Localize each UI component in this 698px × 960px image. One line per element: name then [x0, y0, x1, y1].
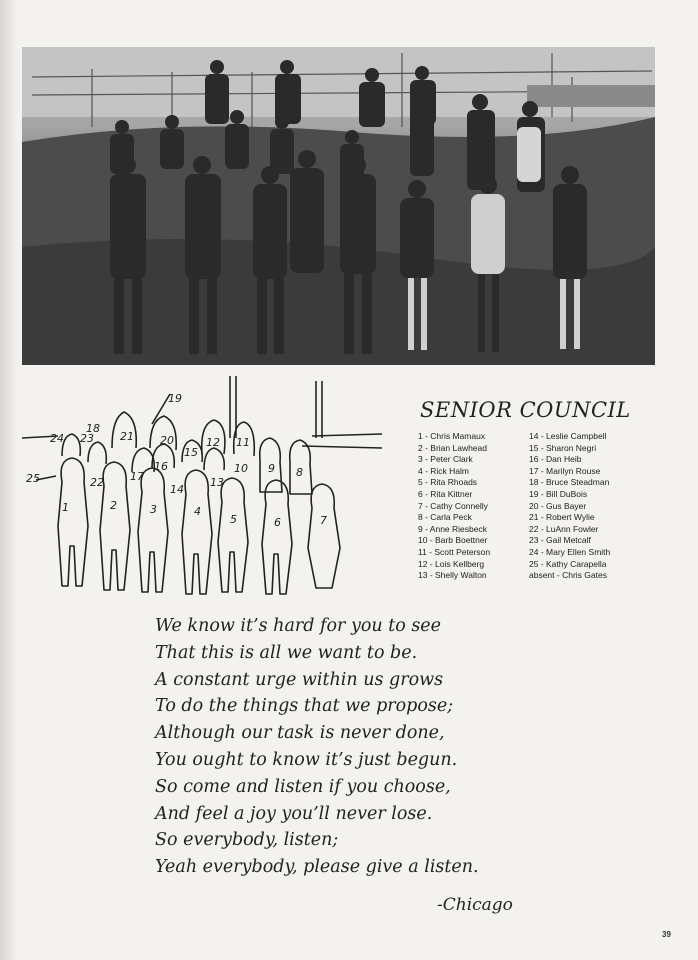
council-title: SENIOR COUNCIL	[420, 398, 631, 422]
diagram-number: 12	[206, 436, 220, 449]
group-photo	[22, 47, 655, 365]
poem-line: You ought to know it’s just begun.	[155, 749, 458, 770]
key-diagram	[22, 376, 390, 598]
poem-line: To do the things that we propose;	[155, 696, 454, 717]
member-entry: 13 - Shelly Walton	[418, 570, 487, 581]
diagram-number: 24	[50, 432, 64, 445]
members-list-right	[529, 431, 610, 582]
diagram-number: 9	[268, 462, 275, 475]
member-entry: 20 - Gus Bayer	[529, 500, 587, 511]
diagram-number: 5	[230, 513, 237, 526]
member-entry: 8 - Carla Peck	[418, 512, 472, 523]
poem-line: So everybody, listen;	[155, 830, 339, 851]
member-entry: 14 - Leslie Campbell	[529, 431, 607, 441]
diagram-number: 8	[296, 466, 303, 479]
member-entry: 17 - Marilyn Rouse	[529, 465, 601, 476]
diagram-number: 13	[210, 476, 224, 489]
diagram-number: 11	[236, 436, 250, 449]
diagram-number: 1	[62, 501, 69, 514]
diagram-number: 15	[184, 446, 198, 459]
poem-line: Yeah everybody, please give a listen.	[155, 857, 479, 878]
member-entry: 5 - Rita Rhoads	[418, 477, 478, 488]
page-number: 39	[662, 930, 671, 939]
member-entry: 24 - Mary Ellen Smith	[529, 546, 611, 557]
diagram-number: 7	[320, 514, 327, 527]
member-entry: 7 - Cathy Connelly	[418, 500, 488, 511]
member-entry: 6 - Rita Kittner	[418, 488, 473, 499]
member-entry: 21 - Robert Wylie	[529, 512, 595, 523]
poem-attribution: -Chicago	[437, 895, 513, 915]
diagram-number: 22	[90, 476, 104, 489]
diagram-number: 14	[170, 483, 184, 496]
diagram-number: 4	[194, 505, 201, 518]
members-list-left	[418, 431, 490, 582]
diagram-number: 10	[234, 462, 248, 475]
diagram-number: 23	[80, 432, 94, 445]
poem-line: So come and listen if you choose,	[155, 776, 451, 797]
diagram-number: 2	[110, 499, 117, 512]
member-entry: 11 - Scott Peterson	[418, 546, 491, 557]
diagram-number: 19	[168, 392, 182, 405]
member-entry: 12 - Lois Kellberg	[418, 558, 485, 569]
poem-line: We know it’s hard for you to see	[155, 616, 442, 636]
poem-line: And feel a joy you’ll never lose.	[155, 803, 433, 824]
member-entry: 1 - Chris Mamaux	[418, 431, 486, 441]
diagram-number: 16	[154, 460, 168, 473]
member-entry: 4 - Rick Halm	[418, 465, 470, 476]
diagram-number: 21	[120, 430, 134, 443]
member-entry: 2 - Brian Lawhead	[418, 442, 487, 453]
member-entry: 25 - Kathy Carapella	[529, 558, 607, 569]
diagram-number: 20	[160, 434, 174, 447]
poem	[155, 613, 479, 881]
diagram-number: 18	[86, 422, 100, 435]
member-entry: 9 - Anne Riesbeck	[418, 523, 487, 534]
diagram-number: 3	[150, 503, 157, 516]
poem-line: A constant urge within us grows	[155, 669, 444, 690]
member-entry: 23 - Gail Metcalf	[529, 535, 591, 546]
member-entry: 19 - Bill DuBois	[529, 488, 588, 499]
member-entry: 3 - Peter Clark	[418, 454, 473, 465]
binding-shadow	[0, 0, 18, 960]
diagram-number: 25	[26, 472, 40, 485]
diagram-number: 6	[274, 516, 281, 529]
member-entry: absent - Chris Gates	[529, 570, 607, 581]
member-entry: 18 - Bruce Steadman	[529, 477, 610, 488]
member-entry: 15 - Sharon Negri	[529, 442, 597, 453]
member-entry: 22 - LuAnn Fowler	[529, 523, 599, 534]
diagram-number: 17	[130, 470, 144, 483]
member-entry: 10 - Barb Boettner	[418, 535, 488, 546]
poem-line: That this is all we want to be.	[155, 642, 418, 663]
member-entry: 16 - Dan Heib	[529, 454, 582, 465]
poem-line: Although our task is never done,	[155, 723, 445, 744]
